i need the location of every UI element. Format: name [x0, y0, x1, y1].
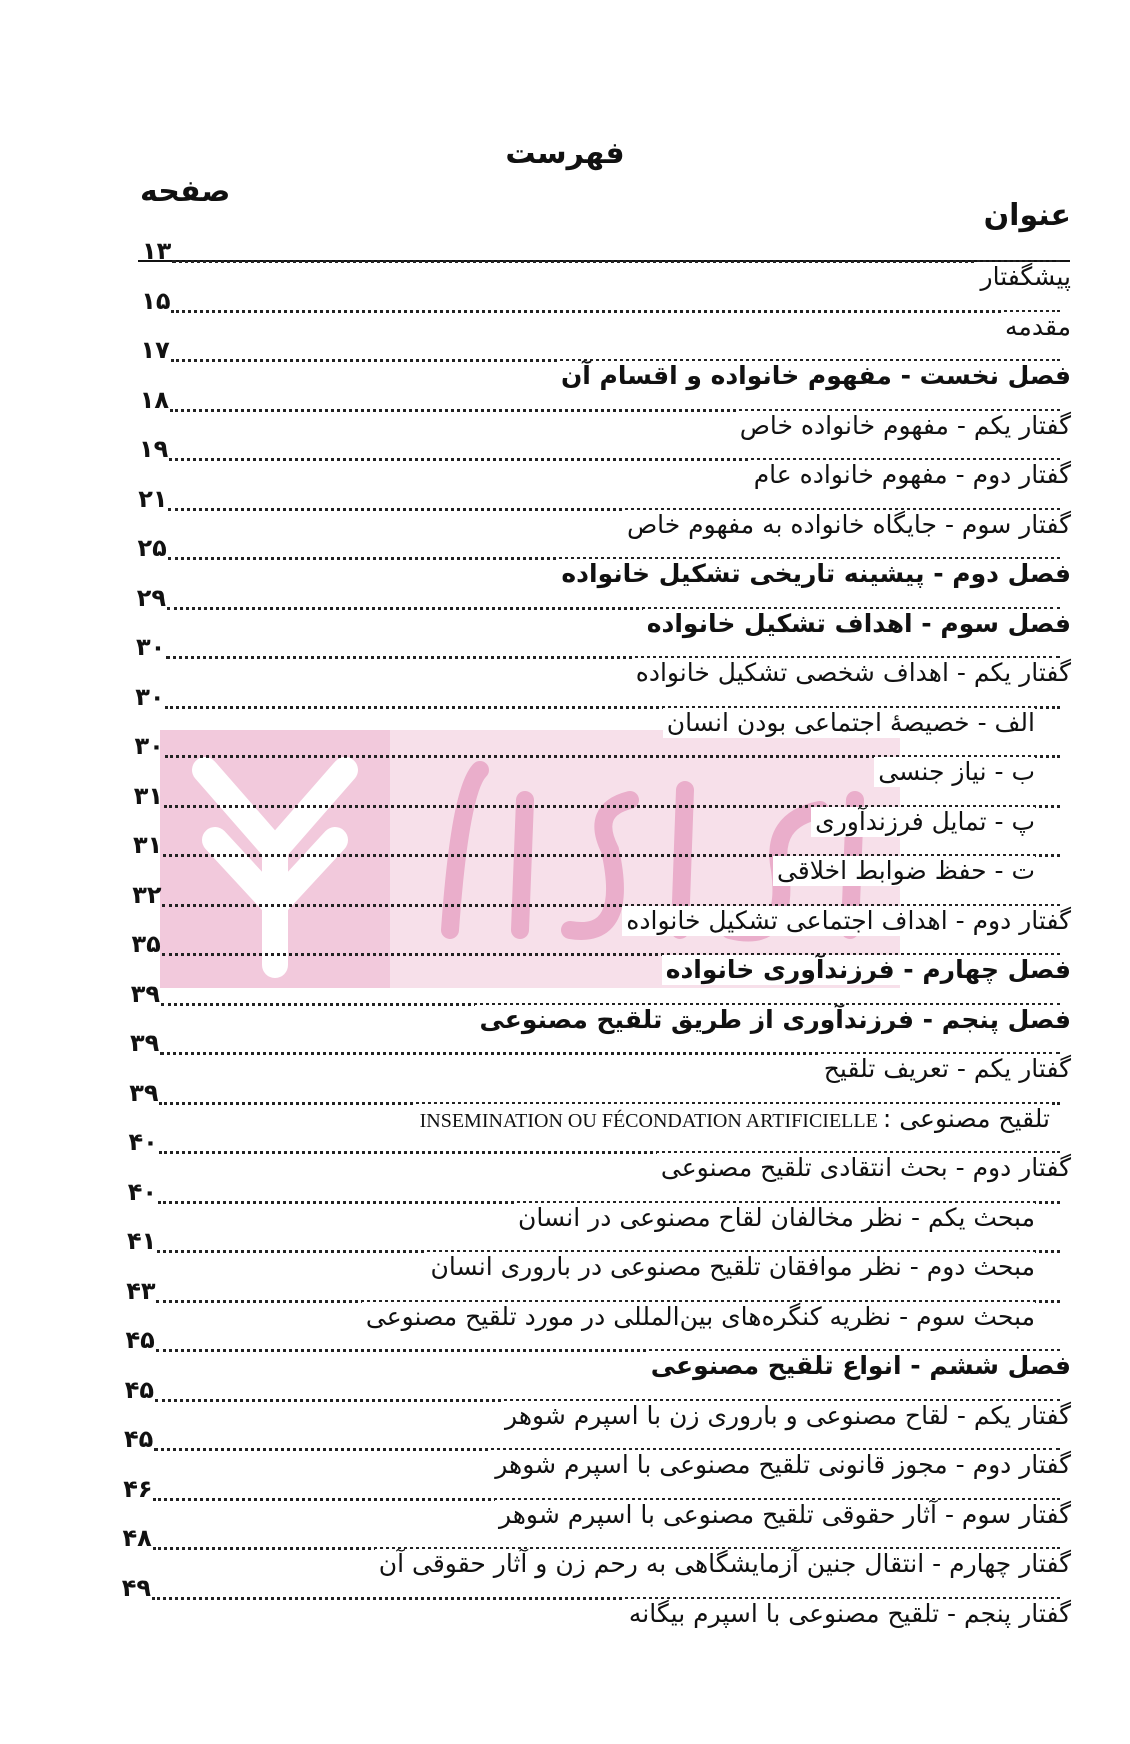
toc-entry-text: فصل چهارم - فرزندآوری خانواده	[665, 955, 1071, 984]
toc-entry	[0, 486, 1130, 538]
toc-entry	[0, 1525, 1130, 1577]
toc-entry	[0, 1179, 1130, 1231]
page-title: فهرست	[505, 136, 625, 171]
toc-entry	[0, 387, 1130, 439]
toc-entry	[0, 1476, 1130, 1528]
toc-entry-title	[625, 1599, 1071, 1629]
toc-entry	[0, 1129, 1130, 1181]
toc-entry	[0, 684, 1130, 736]
toc-entry-text: فصل دوم - پیشینه تاریخی تشکیل خانواده	[561, 559, 1071, 588]
toc-entry	[0, 288, 1130, 340]
toc-entry	[0, 585, 1130, 637]
toc-entry-page: ۳۹	[129, 1078, 159, 1107]
toc-entry	[0, 634, 1130, 686]
toc-entry-text: گفتار پنجم - تلقیح مصنوعی با اسپرم بیگانه	[628, 1598, 1071, 1628]
toc-entry	[0, 1426, 1130, 1478]
toc-entry	[0, 1278, 1130, 1330]
toc-entry-page: ۱۸	[139, 385, 170, 414]
toc-entry-page: ۴۶	[123, 1474, 153, 1503]
title-column-heading: عنوان	[983, 198, 1071, 233]
toc-entry-text: مبحث دوم - نظر موافقان تلقیح مصنوعی در باروری انسان	[430, 1252, 1035, 1281]
toc-entry-text: گفتار دوم - مجوز قانونی تلقیح مصنوعی با اسپرم شوهر	[495, 1450, 1071, 1479]
toc-entry-page: ۴۱	[127, 1227, 157, 1255]
toc-entry	[0, 238, 1130, 290]
toc-entry-text: فصل نخست - مفهوم خانواده و اقسام آن	[560, 361, 1071, 390]
toc-entry-text: گفتار سوم - جایگاه خانواده به مفهوم خاص	[626, 509, 1071, 539]
toc-entry-page: ۴۳	[126, 1276, 156, 1305]
toc-entry-page: ۴۸	[122, 1524, 152, 1552]
toc-entry-text: گفتار چهارم - انتقال جنین آزمایشگاهی به رحم زن و آثار حقوقی آن	[378, 1549, 1071, 1578]
toc-entry-page: ۳۰	[136, 633, 166, 661]
toc-entry-text: گفتار یکم - لقاح مصنوعی و باروری زن با اسپرم شوهر	[505, 1400, 1071, 1430]
toc-entry-page: ۳۰	[134, 732, 164, 760]
toc-entry	[0, 1575, 1130, 1627]
toc-entry-text: فصل ششم - انواع تلقیح مصنوعی	[650, 1351, 1071, 1380]
toc-entry	[0, 931, 1130, 983]
toc-entry-text: فصل پنجم - فرزندآوری از طریق تلقیح مصنوعی	[479, 1004, 1071, 1034]
toc-entry-latin-text: INSEMINATION OU FÉCONDATION ARTIFICIELLE	[419, 1109, 883, 1132]
toc-entry-page: ۲۱	[138, 484, 168, 513]
toc-entry-text: ب - نیاز جنسی	[878, 757, 1035, 786]
toc-entry-page: ۳۹	[130, 979, 161, 1008]
toc-entry	[0, 436, 1130, 488]
toc-entry-page: ۲۵	[137, 534, 167, 562]
toc-entry-text: مقدمه	[1005, 311, 1071, 341]
toc-entry	[0, 733, 1130, 785]
toc-entry	[0, 1030, 1130, 1082]
toc-entry	[0, 783, 1130, 835]
toc-entry-text: مبحث یکم - نظر مخالفان لقاح مصنوعی در انسان	[518, 1202, 1035, 1232]
toc-entry	[0, 1080, 1130, 1132]
toc-entry-text: گفتار دوم - اهداف اجتماعی تشکیل خانواده	[626, 905, 1071, 935]
toc-entry-page: ۳۲	[132, 880, 162, 909]
toc-entry-page: ۱۵	[141, 286, 171, 315]
toc-entry-text: مبحث سوم - نظریه کنگره‌های بین‌المللی در مورد تلقیح مصنوعی	[365, 1301, 1035, 1331]
toc-leader-dots	[172, 260, 1060, 263]
toc-entry-page: ۴۵	[125, 1326, 155, 1354]
toc-entry-text: گفتار سوم - آثار حقوقی تلقیح مصنوعی با اسپرم شوهر	[498, 1499, 1071, 1529]
toc-entry-page: ۴۹	[121, 1573, 152, 1602]
toc-entry-page: ۴۰	[127, 1177, 158, 1206]
toc-entry-text: فصل سوم - اهداف تشکیل خانواده	[646, 608, 1071, 638]
toc-entry-text: الف - خصیصهٔ اجتماعی بودن انسان	[666, 707, 1035, 737]
toc-entry-text: گفتار یکم - مفهوم خانواده خاص	[739, 410, 1071, 440]
toc-entry-page: ۳۱	[133, 781, 164, 810]
toc-entry-page: ۱۳	[142, 237, 172, 265]
toc-entry-page: ۳۰	[135, 682, 165, 711]
toc-entry	[0, 882, 1130, 934]
toc-leader-dots	[171, 310, 1060, 313]
toc-entry	[0, 981, 1130, 1033]
toc-entry-page: ۱۷	[140, 336, 170, 364]
toc-entry-text: گفتار یکم - اهداف شخصی تشکیل خانواده	[635, 658, 1071, 687]
toc-entry-page: ۲۹	[136, 583, 167, 612]
toc-entry-page: ۳۹	[130, 1029, 160, 1057]
toc-entry-page: ۱۹	[139, 435, 169, 463]
toc-entry-text: پیشگفتار	[980, 262, 1071, 291]
toc-entry-text: پ - تمایل فرزندآوری	[815, 806, 1035, 836]
toc-entry-text: گفتار یکم - تعریف تلقیح	[823, 1054, 1071, 1083]
toc-entry-page: ۴۰	[128, 1128, 158, 1156]
toc-entry	[0, 832, 1130, 884]
toc-entry-text: ت - حفظ ضوابط اخلاقی	[776, 856, 1035, 885]
toc-entry-page: ۳۱	[133, 831, 163, 859]
toc-entry	[0, 1327, 1130, 1379]
page-column-heading: صفحه	[140, 174, 231, 209]
toc-entry	[0, 1377, 1130, 1429]
toc-entry-page: ۳۵	[131, 930, 161, 958]
toc-entry-text: تلقیح مصنوعی :	[882, 1103, 1050, 1133]
toc-entry	[0, 535, 1130, 587]
toc-entry-text: گفتار دوم - مفهوم خانواده عام	[753, 460, 1071, 489]
toc-entry-text: گفتار دوم - بحث انتقادی تلقیح مصنوعی	[660, 1153, 1071, 1182]
toc-entry	[0, 1228, 1130, 1280]
toc-entry-page: ۴۵	[124, 1425, 154, 1453]
toc-entry-page: ۴۵	[124, 1375, 155, 1404]
toc-entry	[0, 337, 1130, 389]
